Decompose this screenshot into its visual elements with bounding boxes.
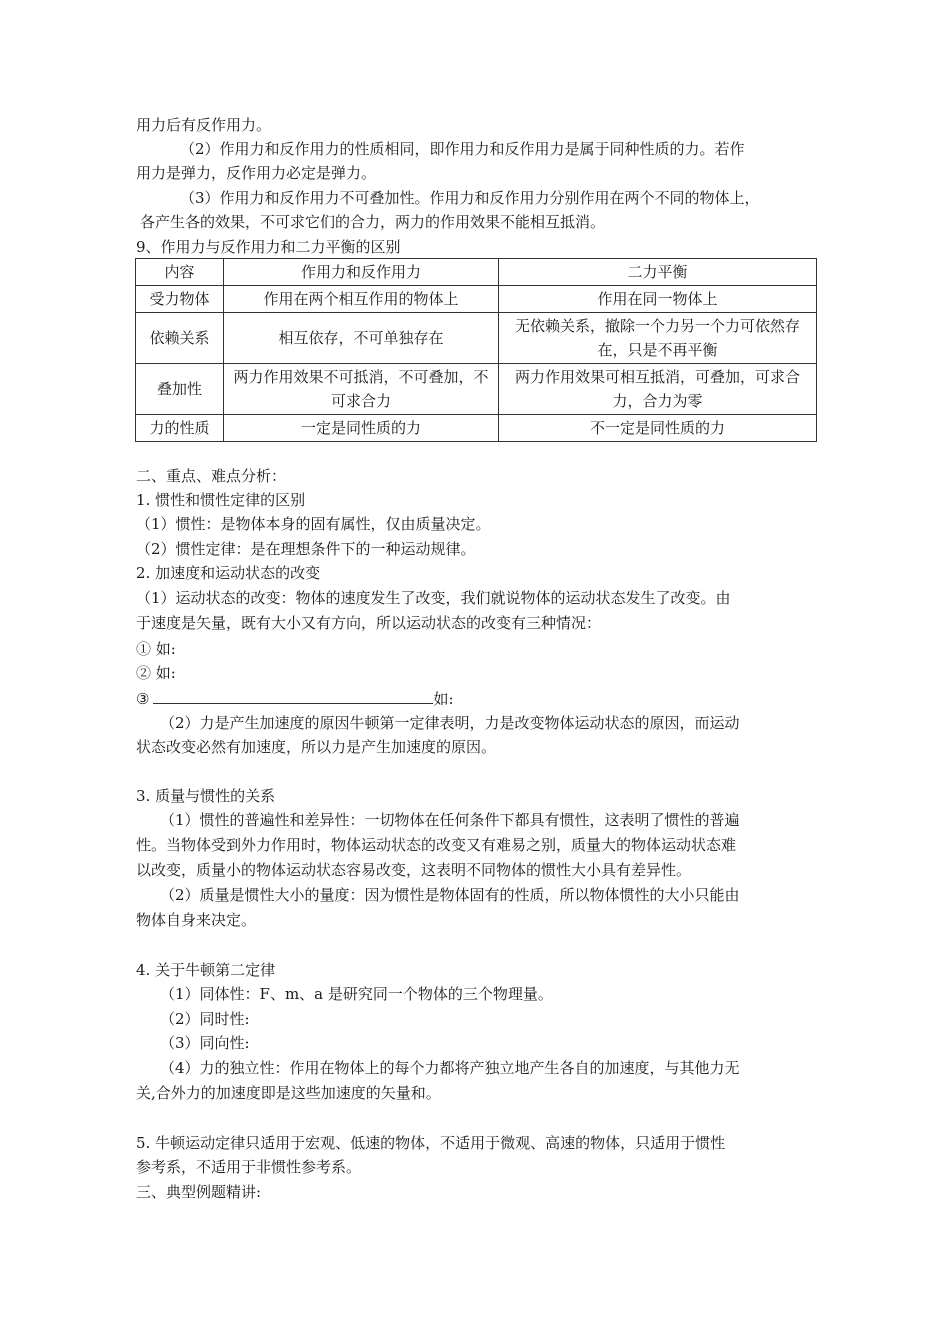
- text-line: （2）惯性定律：是在理想条件下的一种运动规律。: [136, 540, 476, 558]
- text-line: （1）惯性的普遍性和差异性：一切物体在任何条件下都具有惯性，这表明了惯性的普遍: [160, 811, 740, 829]
- text-line: （1）同体性：F、m、a 是研究同一个物体的三个物理量。: [160, 985, 553, 1003]
- table-cell: 受力物体: [136, 286, 224, 313]
- table-header-cell: 内容: [136, 259, 224, 286]
- table-header-cell: 作用力和反作用力: [224, 259, 499, 286]
- table-cell: 力的性质: [136, 415, 224, 442]
- text-line: 性。当物体受到外力作用时，物体运动状态的改变又有难易之别，质量大的物体运动状态难: [136, 836, 737, 854]
- table-cell: 不一定是同性质的力: [499, 415, 817, 442]
- table-cell: 一定是同性质的力: [224, 415, 499, 442]
- text-line: 用力后有反作用力。: [136, 116, 272, 134]
- text-line: 参考系，不适用于非惯性参考系。: [136, 1158, 362, 1176]
- table-cell: 无依赖关系，撤除一个力另一个力可依然存在，只是不再平衡: [499, 313, 817, 364]
- text-line: （1）惯性：是物体本身的固有属性，仅由质量决定。: [136, 515, 491, 533]
- fill-in-blank: [153, 689, 433, 704]
- table-cell: 作用在同一物体上: [499, 286, 817, 313]
- text-line: 关,合外力的加速度即是这些加速度的矢量和。: [136, 1084, 441, 1102]
- text-line: （4）力的独立性：作用在物体上的每个力都将产独立地产生各自的加速度，与其他力无: [160, 1059, 740, 1077]
- list-marker: ③: [136, 690, 150, 708]
- comparison-table: [135, 258, 817, 442]
- table-row: [136, 415, 817, 442]
- text-line: 以改变，质量小的物体运动状态容易改变，这表明不同物体的惯性大小具有差异性。: [136, 861, 692, 879]
- text-line: （2）质量是惯性大小的量度：因为惯性是物体固有的性质，所以物体惯性的大小只能由: [160, 886, 740, 904]
- text-line: 各产生各的效果，不可求它们的合力，两力的作用效果不能相互抵消。: [140, 213, 606, 231]
- section-heading: 三、典型例题精讲:: [136, 1183, 262, 1201]
- table-row: [136, 313, 817, 364]
- text-line: （2）力是产生加速度的原因牛顿第一定律表明，力是改变物体运动状态的原因，而运动: [160, 714, 740, 732]
- table-header-row: [136, 259, 817, 286]
- text-line: （3）同向性:: [160, 1034, 250, 1052]
- table-row: [136, 286, 817, 313]
- text-line: 于速度是矢量，既有大小又有方向，所以运动状态的改变有三种情况：: [136, 614, 602, 632]
- text-line: （2）作用力和反作用力的性质相同，即作用力和反作用力是属于同种性质的力。若作: [180, 140, 745, 158]
- text-line: （3）作用力和反作用力不可叠加性。作用力和反作用力分别作用在两个不同的物体上，: [180, 189, 760, 207]
- table-cell: 作用在两个相互作用的物体上: [224, 286, 499, 313]
- text-line: 状态改变必然有加速度，所以力是产生加速度的原因。: [136, 738, 497, 756]
- table-caption: 9、作用力与反作用力和二力平衡的区别: [136, 238, 401, 256]
- list-item-tail: 如:: [433, 690, 454, 708]
- subsection-heading: 3. 质量与惯性的关系: [136, 787, 276, 805]
- table-cell: 两力作用效果可相互抵消，可叠加，可求合力，合力为零: [499, 364, 817, 415]
- text-line: 5. 牛顿运动定律只适用于宏观、低速的物体，不适用于微观、高速的物体，只适用于惯性: [136, 1134, 726, 1152]
- text-line: 用力是弹力，反作用力必定是弹力。: [136, 164, 377, 182]
- table-row: [136, 364, 817, 415]
- subsection-heading: 1. 惯性和惯性定律的区别: [136, 491, 306, 509]
- section-heading: 二、重点、难点分析：: [136, 467, 287, 485]
- table-cell: 两力作用效果不可抵消，不可叠加，不可求合力: [224, 364, 499, 415]
- list-item: ② 如:: [136, 664, 176, 682]
- subsection-heading: 2. 加速度和运动状态的改变: [136, 564, 321, 582]
- text-line: （1）运动状态的改变：物体的速度发生了改变，我们就说物体的运动状态发生了改变。由: [136, 589, 731, 607]
- list-item: ① 如:: [136, 640, 176, 658]
- subsection-heading: 4. 关于牛顿第二定律: [136, 961, 276, 979]
- table-cell: 相互依存，不可单独存在: [224, 313, 499, 364]
- text-line: （2）同时性:: [160, 1010, 250, 1028]
- table-header-cell: 二力平衡: [499, 259, 817, 286]
- list-item: [136, 689, 454, 708]
- text-line: 物体自身来决定。: [136, 911, 257, 929]
- table-cell: 叠加性: [136, 364, 224, 415]
- table-cell: 依赖关系: [136, 313, 224, 364]
